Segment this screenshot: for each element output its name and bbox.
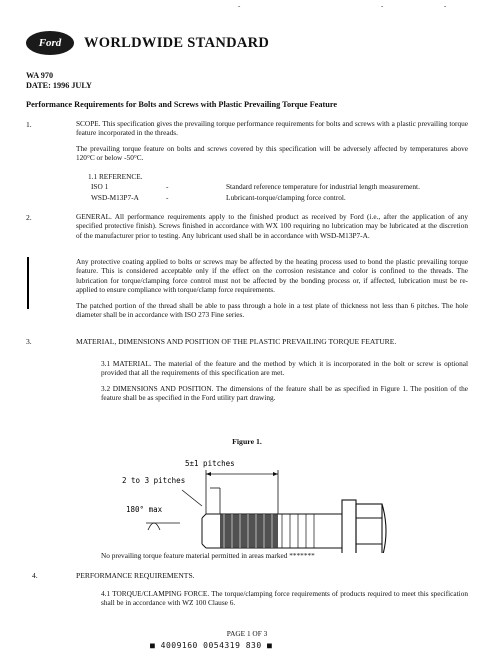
page-number: PAGE 1 OF 3 <box>226 629 268 638</box>
reference-row <box>91 182 420 191</box>
reference-code: ISO 1 <box>91 182 109 191</box>
section-1-number: 1. <box>26 120 32 129</box>
reference-dash: - <box>166 193 169 202</box>
document-barcode: ■ 4009160 0054319 830 ■ <box>150 641 273 650</box>
figure-note: No prevailing torque feature material permitted in areas marked ******* <box>101 551 315 560</box>
two-to-three-pitches-label: 2 to 3 pitches <box>122 476 186 485</box>
doc-date: DATE: 1996 JULY <box>26 81 92 90</box>
section-1-temperature: The prevailing torque feature on bolts and screws covered by this specification will be adversely affected by temperatures above 120°C or below -50°C. <box>76 144 468 163</box>
standard-title: WORLDWIDE STANDARD <box>84 35 270 51</box>
doc-number: WA 970 <box>26 71 54 80</box>
section-3-1-material: 3.1 MATERIAL. The material of the feature and the method by which it is incorporated in the bolt or screw is optional provided that all the requirements of this specification are met. <box>101 359 468 378</box>
scan-mark: - <box>444 2 447 10</box>
section-3-number: 3. <box>26 337 32 346</box>
reference-description: Standard reference temperature for industrial length measurement. <box>226 182 420 191</box>
figure-title: Figure 1. <box>232 437 262 446</box>
section-2-patched-thread: The patched portion of the thread shall be able to pass through a hole in a test plate of thickness not less than 6 pitches. The hole diameter shall be in accordance with ISO 273 Fine series. <box>76 301 468 320</box>
scan-mark: - <box>238 2 241 10</box>
section-4-heading: PERFORMANCE REQUIREMENTS. <box>76 571 195 580</box>
angle-label: 180° max <box>126 505 163 514</box>
document-title: Performance Requirements for Bolts and Screws with Plastic Prevailing Torque Feature <box>26 100 338 109</box>
section-4-1-torque: 4.1 TORQUE/CLAMPING FORCE. The torque/clamping force requirements of products required to meet this specification shall be in accordance with WZ 100 Clause 6. <box>101 589 468 608</box>
reference-row <box>91 193 346 202</box>
bolt-diagram <box>110 448 400 553</box>
section-1-scope: SCOPE. This specification gives the prevailing torque performance requirements for bolts and screws with a plastic prevailing torque feature incorporated in the threads. <box>76 119 468 138</box>
section-2-number: 2. <box>26 213 32 222</box>
section-2-coating: Any protective coating applied to bolts or screws may be affected by the heating process used to bond the plastic prevailing torque feature. This is considered acceptable only if the effect on the corrosion resistance and color is confined to the threads. The lubrication for torque/clamping force control must not be affected by the bonding process or, if affected, lubrication must be re-applied to ensure compliance with torque/clamp force requirements. <box>76 257 468 295</box>
section-2-general: GENERAL. All performance requirements apply to the finished product as received by Ford (i.e., after the application of any specified protective finish). Screws finished in accordance with WX 100 requiring no lubrication may be lubricated at the discretion of the manufacturer prior to testing. Any lubricant used shall be in accordance with WSD-M13P7-A. <box>76 212 468 240</box>
section-4-number: 4. <box>32 571 38 580</box>
reference-code: WSD-M13P7-A <box>91 193 139 202</box>
reference-dash: - <box>166 182 169 191</box>
revision-change-bar <box>27 257 29 309</box>
reference-description: Lubricant-torque/clamping force control. <box>226 193 346 202</box>
reference-heading: 1.1 REFERENCE. <box>88 172 143 181</box>
pitches-label: 5±1 pitches <box>185 459 235 468</box>
scan-mark: - <box>381 2 384 10</box>
section-3-heading: MATERIAL, DIMENSIONS AND POSITION OF THE PLASTIC PREVAILING TORQUE FEATURE. <box>76 337 397 346</box>
ford-logo: Ford <box>26 31 74 55</box>
section-3-2-dimensions: 3.2 DIMENSIONS AND POSITION. The dimensions of the feature shall be as specified in Figure 1. The position of the feature shall be as specified in the Ford utility part drawing. <box>101 384 468 403</box>
